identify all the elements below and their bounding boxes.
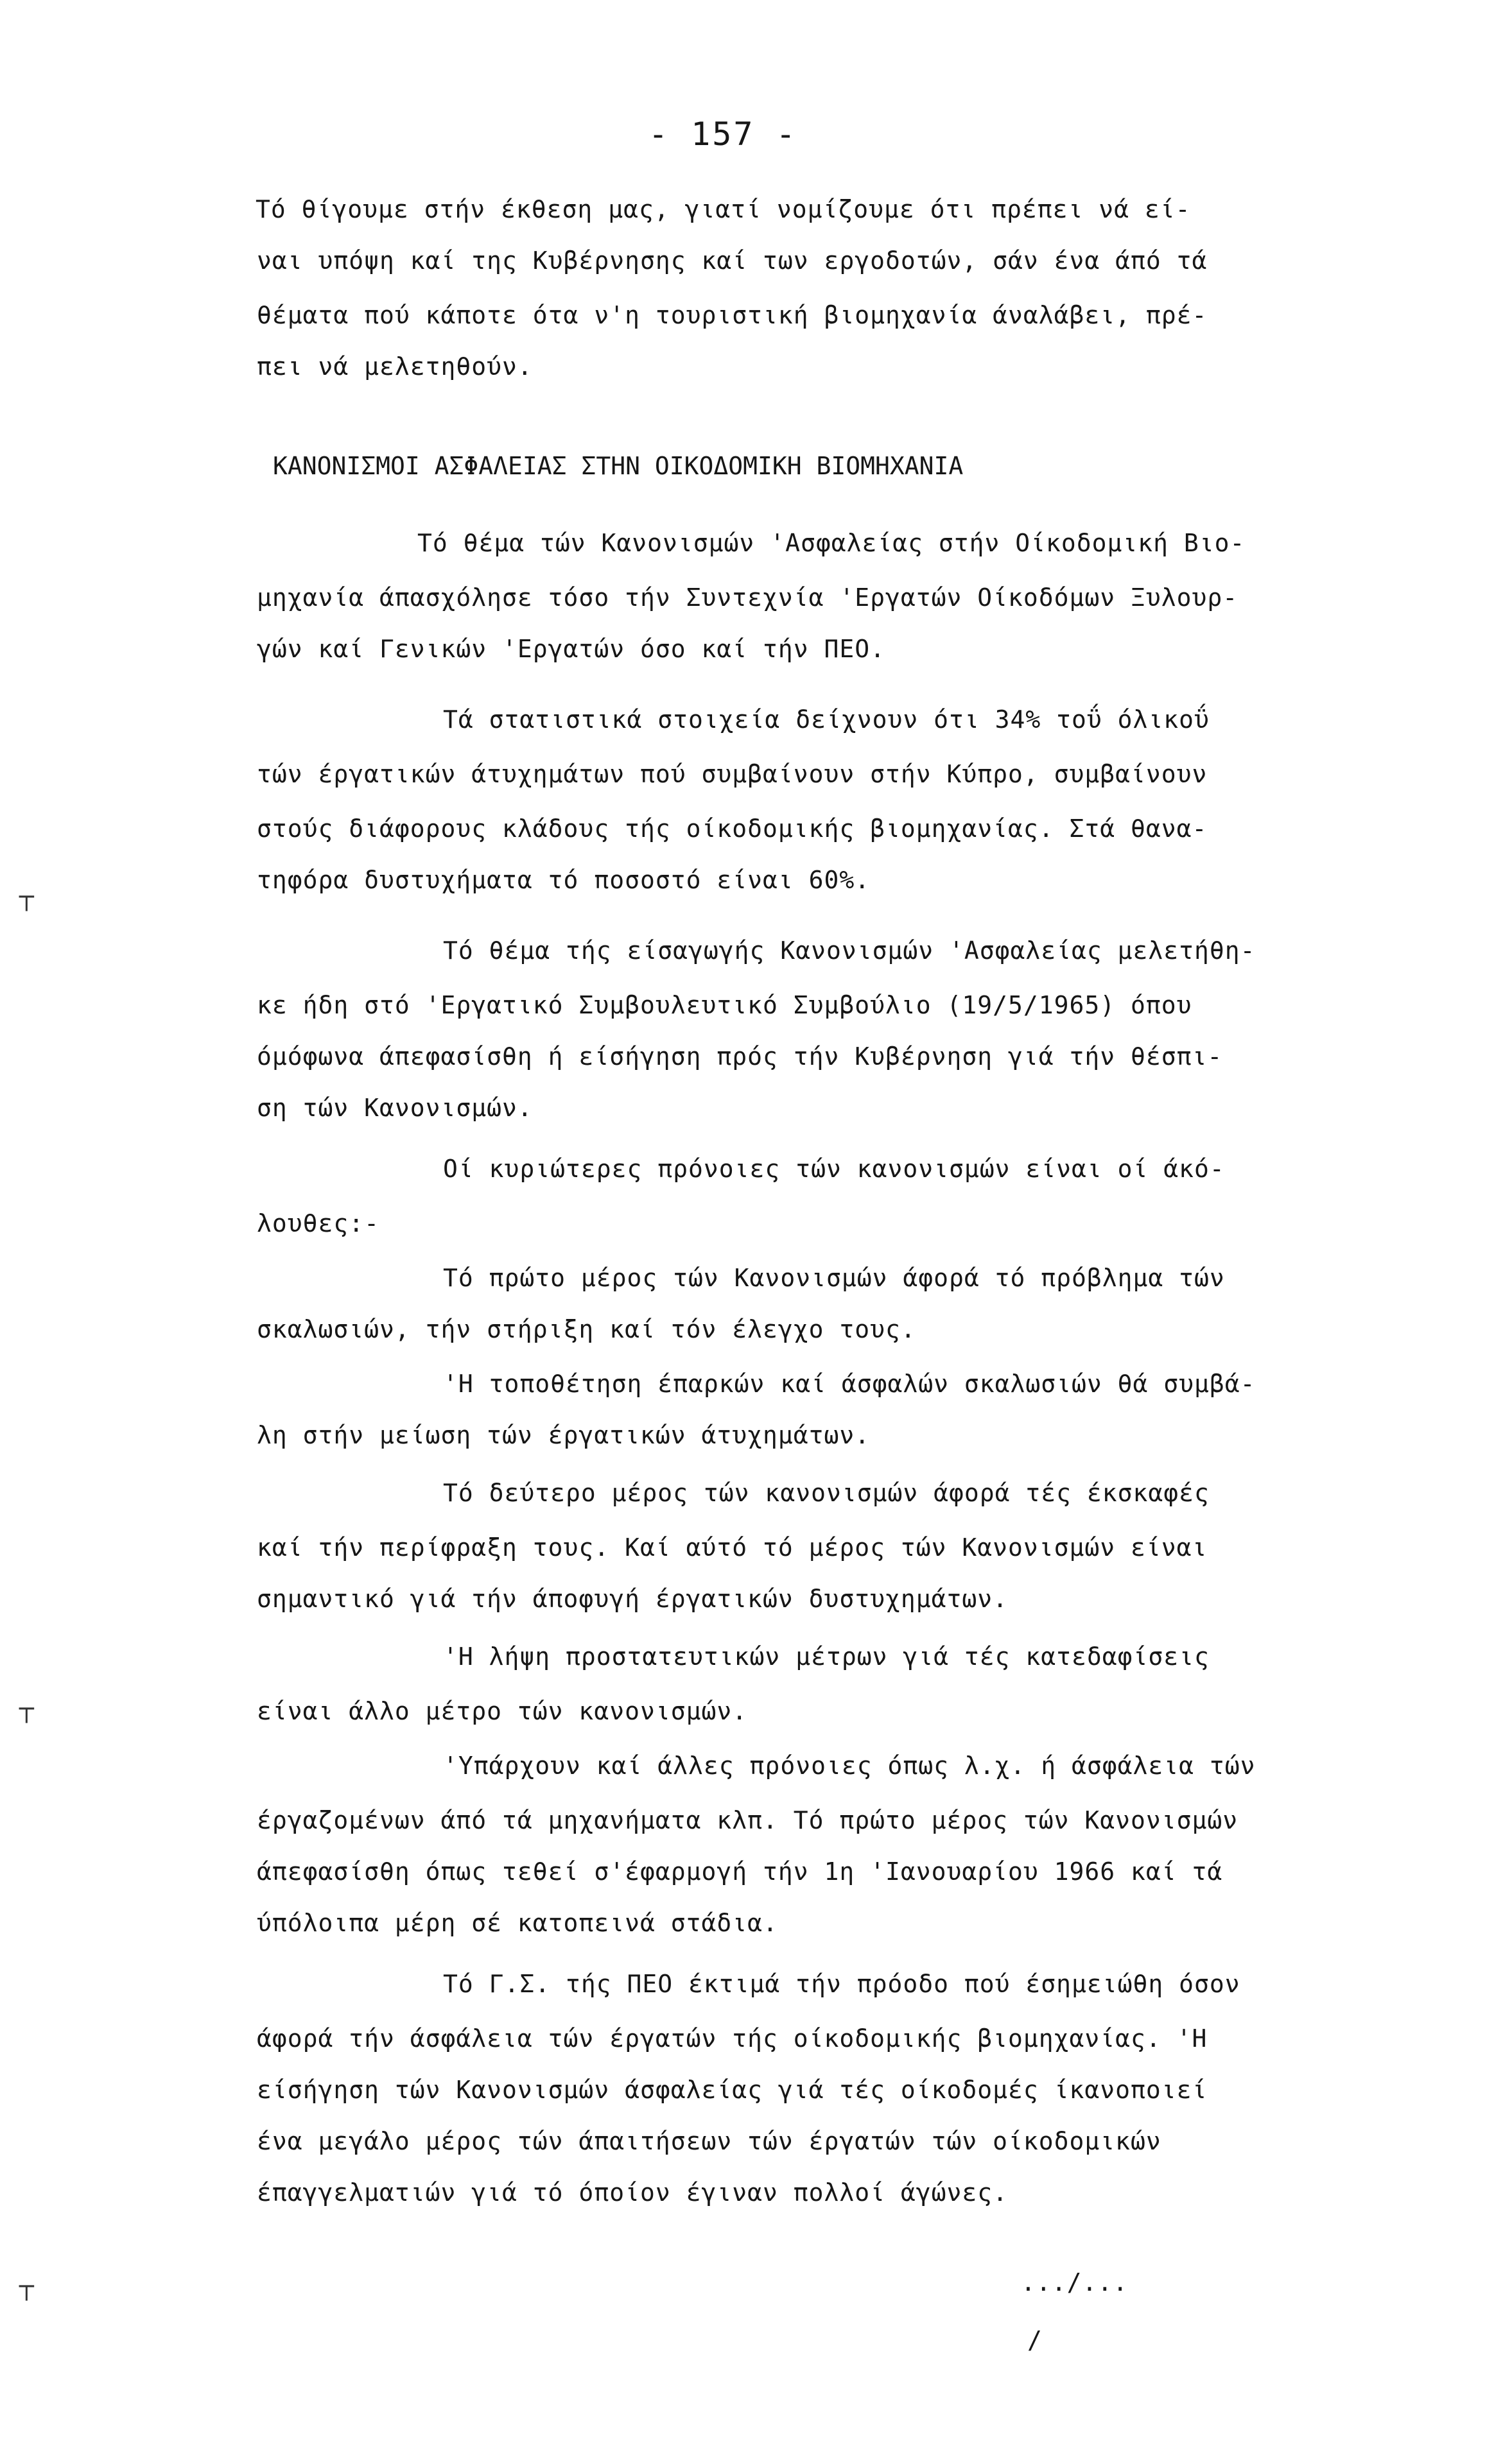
text-line: Οί κυριώτερες πρόνοιες τών κανονισμών είναι οί άκό- [443, 1155, 1225, 1183]
text-line: καί τήν περίφραξη τους. Καί αύτό τό μέρος τών Κανονισμών είναι [257, 1533, 1208, 1562]
page-number: - 157 - [648, 116, 797, 153]
text-line: 'Η τοποθέτηση έπαρκών καί άσφαλών σκαλωσιών θά συμβά- [443, 1370, 1256, 1398]
text-line: μηχανία άπασχόλησε τόσο τήν Συντεχνία 'Εργατών Οίκοδόμων Ξυλουρ- [257, 583, 1238, 612]
text-line: Τό θέμα τών Κανονισμών 'Ασφαλείας στήν Οίκοδομική Βιο- [417, 529, 1246, 557]
text-line: Τό Γ.Σ. τής ΠΕΟ έκτιμά τήν πρόοδο πού έσημειώθη όσον [443, 1970, 1240, 1998]
margin-mark: ┬ [19, 883, 34, 911]
text-line: γών καί Γενικών 'Εργατών όσο καί τήν ΠΕΟ. [257, 635, 885, 663]
text-line: λουθες:- [257, 1209, 380, 1237]
text-line: Τά στατιστικά στοιχεία δείχνουν ότι 34% τοΰ όλικοΰ [443, 705, 1210, 734]
section-heading: ΚΑΝΟΝΙΣΜΟΙ ΑΣΦΑΛΕΙΑΣ ΣΤΗΝ ΟΙΚΟΔΟΜΙΚΗ ΒΙΟΜΗΧΑΝΙΑ [273, 452, 964, 480]
text-line: σημαντικό γιά τήν άποφυγή έργατικών δυστυχημάτων. [257, 1585, 1009, 1613]
text-line: τών έργατικών άτυχημάτων πού συμβαίνουν στήν Κύπρο, συμβαίνουν [257, 760, 1208, 788]
text-line: στούς διάφορους κλάδους τής οίκοδομικής βιομηχανίας. Στά θανα- [257, 814, 1208, 843]
continuation-mark: .../... [1021, 2268, 1129, 2296]
text-line: Τό θίγουμε στήν έκθεση μας, γιατί νομίζουμε ότι πρέπει νά εί- [256, 195, 1191, 223]
text-line: 'Υπάρχουν καί άλλες πρόνοιες όπως λ.χ. ή άσφάλεια τών [443, 1752, 1256, 1780]
text-line: ναι υπόψη καί της Κυβέρνησης καί των εργοδοτών, σάν ένα άπό τά [257, 246, 1208, 275]
text-line: έργαζομένων άπό τά μηχανήματα κλπ. Τό πρώτο μέρος τών Κανονισμών [257, 1806, 1238, 1834]
text-line: κε ήδη στό 'Εργατικό Συμβουλευτικό Συμβούλιο (19/5/1965) όπου [257, 991, 1192, 1019]
text-line: τηφόρα δυστυχήματα τό ποσοστό είναι 60%. [257, 866, 871, 894]
text-line: Τό πρώτο μέρος τών Κανονισμών άφορά τό πρόβλημα τών [443, 1264, 1225, 1292]
text-line: όμόφωνα άπεφασίσθη ή είσήγηση πρός τήν Κυβέρνηση γιά τήν θέσπι- [257, 1042, 1223, 1071]
text-line: είναι άλλο μέτρο τών κανονισμών. [257, 1697, 748, 1725]
text-line: πει νά μελετηθούν. [257, 352, 533, 381]
text-line: Τό θέμα τής είσαγωγής Κανονισμών 'Ασφαλείας μελετήθη- [443, 936, 1256, 965]
text-line: ύπόλοιπα μέρη σέ κατοπεινά στάδια. [257, 1909, 778, 1937]
text-line: ση τών Κανονισμών. [257, 1094, 533, 1122]
text-line: θέματα πού κάποτε ότα ν'η τουριστική βιομηχανία άναλάβει, πρέ- [257, 301, 1208, 329]
text-line: 'Η λήψη προστατευτικών μέτρων γιά τές κατεδαφίσεις [443, 1642, 1210, 1671]
text-line: ένα μεγάλο μέρος τών άπαιτήσεων τών έργατών τών οίκοδομικών [257, 2127, 1161, 2155]
margin-mark: ┬ [19, 2272, 34, 2300]
text-line: άπεφασίσθη όπως τεθεί σ'έφαρμογή τήν 1η 'Ιανουαρίου 1966 καί τά [257, 1857, 1223, 1886]
slash-mark: / [1027, 2326, 1043, 2354]
margin-mark: ┬ [19, 1694, 34, 1723]
text-line: είσήγηση τών Κανονισμών άσφαλείας γιά τές οίκοδομές ίκανοποιεί [257, 2076, 1208, 2104]
text-line: σκαλωσιών, τήν στήριξη καί τόν έλεγχο τους. [257, 1315, 916, 1343]
text-line: Τό δεύτερο μέρος τών κανονισμών άφορά τές έκσκαφές [443, 1479, 1210, 1507]
text-line: άφορά τήν άσφάλεια τών έργατών τής οίκοδομικής βιομηχανίας. 'Η [257, 2024, 1208, 2053]
text-line: λη στήν μείωση τών έργατικών άτυχημάτων. [257, 1421, 871, 1449]
text-line: έπαγγελματιών γιά τό όποίον έγιναν πολλοί άγώνες. [257, 2178, 1009, 2207]
